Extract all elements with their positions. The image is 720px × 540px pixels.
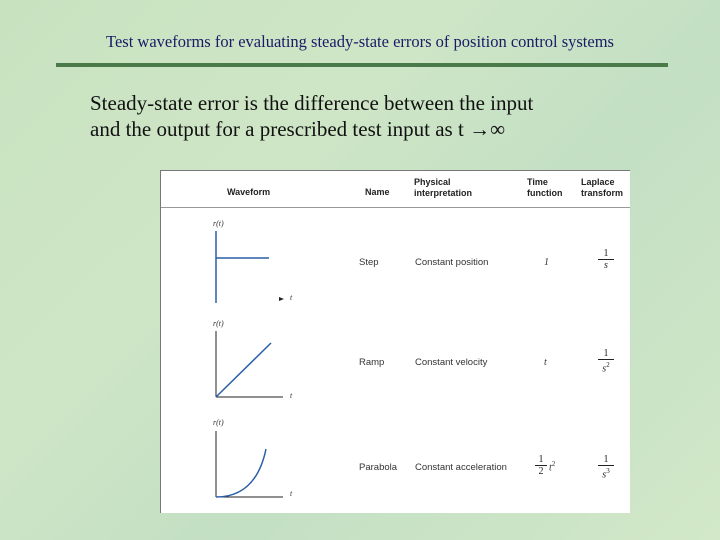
step-name: Step <box>359 257 379 268</box>
parabola-physical-interpretation: Constant acceleration <box>415 462 507 473</box>
header-waveform: Waveform <box>227 187 271 197</box>
step-time-function: 1 <box>544 257 549 268</box>
ramp-y-axis-label: r(t) <box>213 319 224 328</box>
body-text <box>90 90 690 142</box>
step-x-axis-label: t <box>290 293 293 302</box>
header-physical-interpretation: Physical interpretation <box>414 177 473 198</box>
parabola-laplace-transform: $\frac{1}{s^3}$ <box>598 454 614 480</box>
ramp-time-function: t <box>544 357 547 368</box>
header-time-function: Time function <box>527 177 563 198</box>
ramp-laplace-transform: $\frac{1}{s^2}$ <box>598 348 614 374</box>
slide-title: Test waveforms for evaluating steady-state errors of position control systems <box>106 32 614 51</box>
body-line-1: Steady-state error is the difference between the input <box>90 91 534 115</box>
step-physical-interpretation: Constant position <box>415 257 489 268</box>
ramp-physical-interpretation: Constant velocity <box>415 357 488 368</box>
parabola-x-axis-label: t <box>290 489 293 498</box>
header-laplace-transform: Laplace transform <box>581 177 624 198</box>
ramp-x-axis-label: t <box>290 391 293 400</box>
test-waveform-table: Waveform Name Physical interpretation Time function Laplace transform r(t) t Step Constant position 1 $\frac{1}{s}$ r(t) t Ramp Constant velocity t $\frac{1}{s^2}$ r(t) t Parabola Constant acceleration $\frac{1}{2}$ $t^2$ $\frac{1}{s^3}$ <box>160 170 630 513</box>
step-laplace-transform: $\frac{1}{s}$ <box>598 248 614 271</box>
parabola-name: Parabola <box>359 462 398 473</box>
body-line-2: and the output for a prescribed test input as t →∞ <box>90 117 506 141</box>
header-name: Name <box>365 187 390 197</box>
parabola-y-axis-label: r(t) <box>213 418 224 427</box>
step-y-axis-label: r(t) <box>213 219 224 228</box>
title-divider <box>56 63 668 67</box>
ramp-name: Ramp <box>359 357 385 368</box>
